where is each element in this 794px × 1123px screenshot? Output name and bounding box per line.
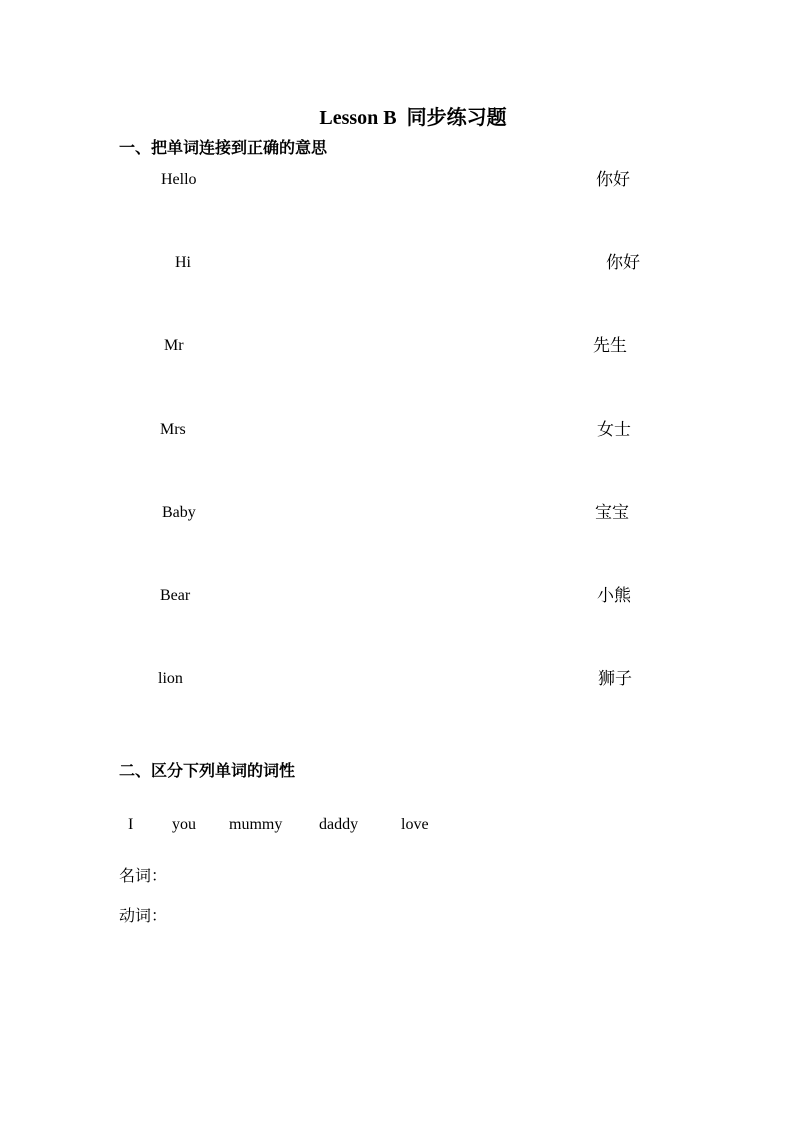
word-lion: lion: [158, 670, 183, 687]
meaning-nihao-1: 你好: [596, 170, 630, 189]
section2-heading: 二、区分下列单词的词性: [119, 763, 296, 780]
title-chinese: 同步练习题: [406, 107, 507, 129]
pos-word-daddy: daddy: [319, 816, 359, 833]
word-bear: Bear: [160, 587, 191, 604]
pos-word-you: you: [172, 816, 196, 833]
pos-word-love: love: [401, 816, 429, 833]
word-hello: Hello: [161, 171, 197, 188]
meaning-nvshi: 女士: [597, 420, 631, 439]
word-mrs: Mrs: [160, 421, 186, 438]
meaning-xiaoxiong: 小熊: [597, 586, 631, 605]
noun-label: 名词：: [119, 868, 168, 885]
word-baby: Baby: [162, 504, 196, 521]
verb-label: 动词：: [119, 908, 168, 925]
meaning-baobao: 宝宝: [595, 503, 629, 522]
page-title: [0, 104, 794, 132]
title-english: Lesson B: [319, 107, 397, 129]
meaning-nihao-2: 你好: [606, 253, 640, 272]
word-mr: Mr: [164, 337, 184, 354]
pos-word-mummy: mummy: [229, 816, 283, 833]
meaning-shizi: 狮子: [598, 669, 632, 688]
section1-heading: 一、把单词连接到正确的意思: [119, 140, 328, 157]
word-hi: Hi: [175, 254, 191, 271]
meaning-xiansheng: 先生: [593, 336, 627, 355]
pos-word-i: I: [128, 816, 134, 833]
